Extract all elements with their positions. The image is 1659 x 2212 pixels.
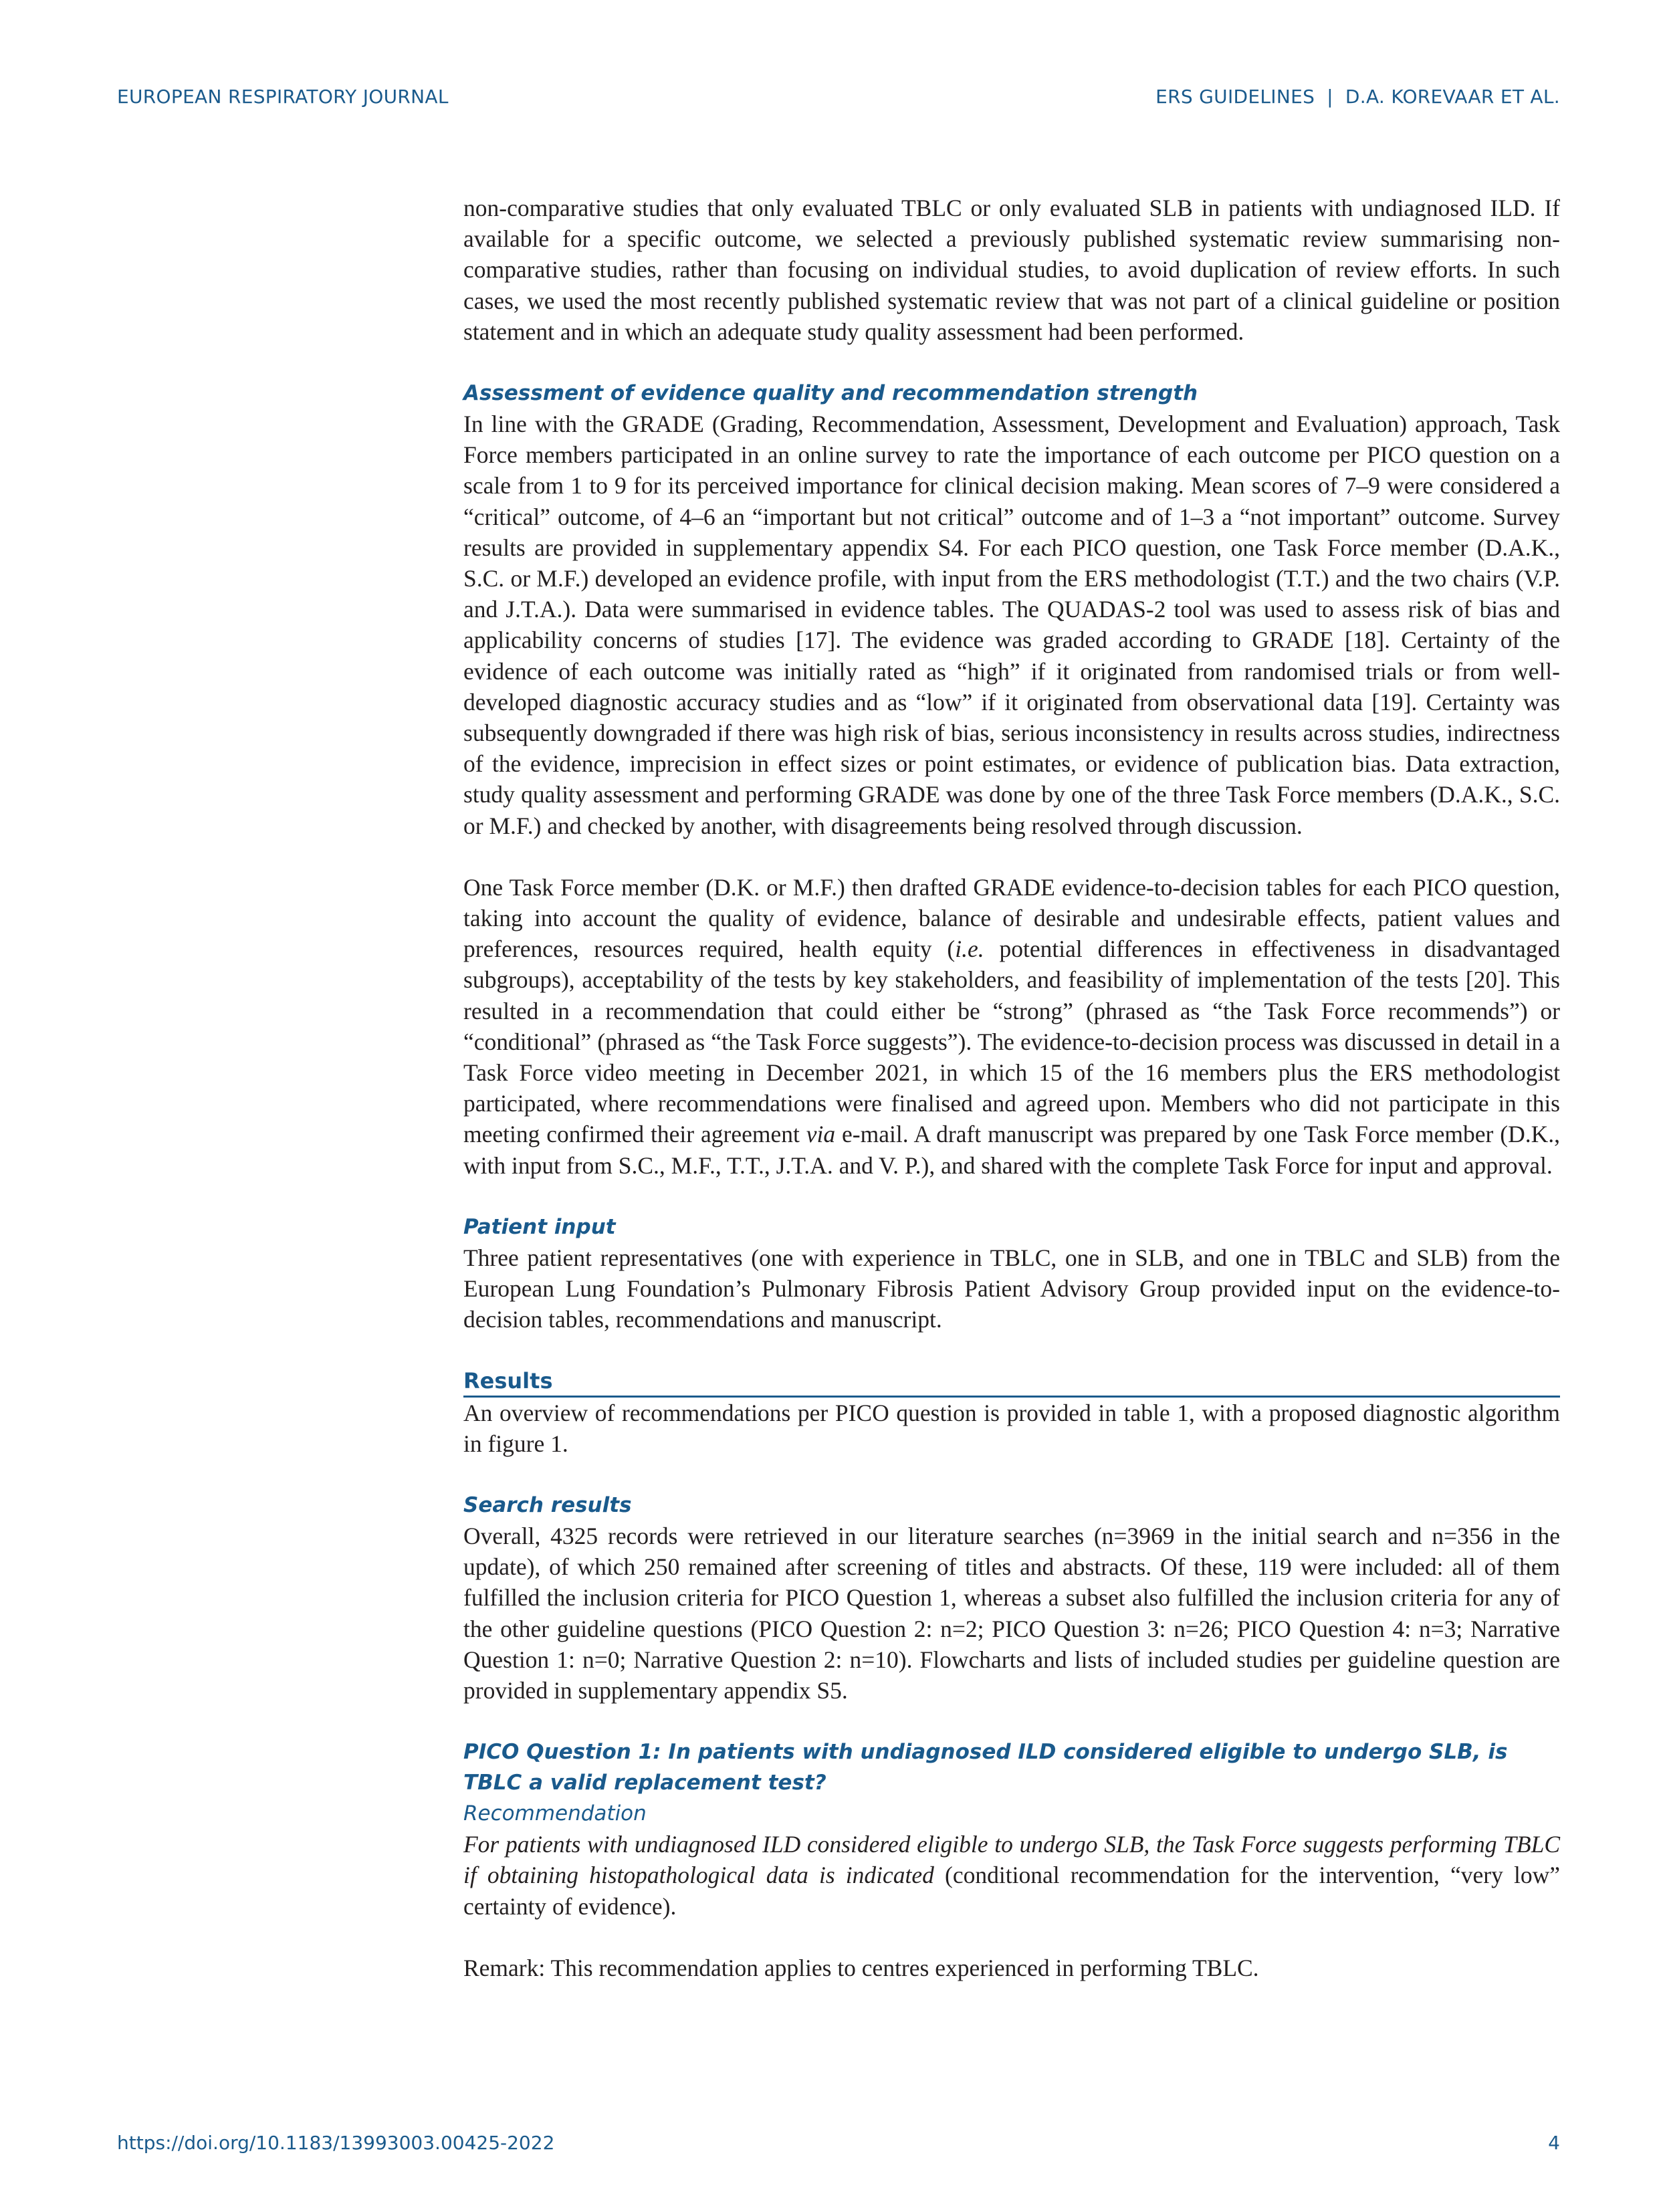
assessment-paragraph-1: In line with the GRADE (Grading, Recommendation, Assessment, Development and Evaluation) approach, Task Force members participated in an online survey to rate the importance of each outcome per PICO question on a scale from 1 to 9 for its perceived importance for clinical decision making. Mean scores of 7–9 were considered a “critical” outcome, of 4–6 an “important but not critical” outcome and of 1–3 a “not important” outcome. Survey results are provided in supplementary appendix S4. For each PICO question, one Task Force member (D.A.K., S.C. or M.F.) developed an evidence profile, with input from the ERS methodologist (T.T.) and the two chairs (V.P. and J.T.A.). Data were summarised in evidence tables. The QUADAS-2 tool was used to assess risk of bias and applicability concerns of studies [17]. The evidence was graded according to GRADE [18]. Certainty of the evidence of each outcome was initially rated as “high” if it originated from randomised trials or from well-developed diagnostic accuracy studies and as “low” if it originated from observational data [19]. Certainty was subsequently downgraded if there was high risk of bias, serious inconsistency in results across studies, indirectness of the evidence, imprecision in effect sizes or point estimates, or evidence of publication bias. Data extraction, study quality assessment and performing GRADE was done by one of the three Task Force members (D.A.K., S.C. or M.F.) and checked by another, with disagreements being resolved through discussion. [463, 411, 1560, 839]
intro-paragraph: non-comparative studies that only evaluated TBLC or only evaluated SLB in patients with undiagnosed ILD. If available for a specific outcome, we selected a previously published systematic review summarising non-comparative studies, rather than focusing on individual studies, to avoid duplication of review efforts. In such cases, we used the most recently published systematic review that was not part of a clinical guideline or position statement and in which an adequate study quality assessment had been performed. [463, 195, 1560, 345]
text-run: potential differences in effectiveness in disadvantaged subgroups), acceptability of the tests by key stakeholders, and feasibility of implementation of the tests [20]. This resulted in a recommendation that could either be “strong” (phrased as “the Task Force recommends”) or “conditional” (phrased as “the Task Force suggests”). The evidence-to-decision process was discussed in detail in a Task Force video meeting in December 2021, in which 15 of the 16 members plus the ERS methodologist participated, where recommendations were finalised and agreed upon. Members who did not participate in this meeting confirmed their agreement [463, 935, 1560, 1148]
search-results-paragraph: Overall, 4325 records were retrieved in our literature searches (n=3969 in the initial search and n=356 in the update), of which 250 remained after screening of titles and abstracts. Of these, 119 were included: all of them fulfilled the inclusion criteria for PICO Question 1, whereas a subset also fulfilled the inclusion criteria for any of the other guideline questions (PICO Question 2: n=2; PICO Question 3: n=26; PICO Question 4: n=3; Narrative Question 1: n=0; Narrative Question 2: n=10). Flowcharts and lists of included studies per guideline question are provided in supplementary appendix S5. [463, 1522, 1560, 1704]
assessment-heading: Assessment of evidence quality and recommendation strength [463, 381, 1198, 406]
spacer [463, 1922, 1560, 1953]
text-run-italic: i.e. [955, 935, 984, 963]
search-results-heading: Search results [463, 1492, 632, 1517]
text-run-italic: via [806, 1121, 836, 1148]
assessment-paragraph-2 [463, 872, 1560, 1181]
journal-name: EUROPEAN RESPIRATORY JOURNAL [117, 86, 449, 108]
section-label: ERS GUIDELINES [1155, 86, 1315, 108]
main-column [463, 193, 1560, 1983]
text-run: e-mail. A draft manuscript was prepared by one Task Force member (D.K., with input from S.C., M.F., T.T., J.T.A. and V. P.), and shared with the complete Task Force for input and approval. [463, 1121, 1560, 1179]
spacer [463, 1459, 1560, 1490]
spacer [463, 1706, 1560, 1737]
header-separator: | [1327, 86, 1333, 108]
page-number: 4 [1548, 2132, 1560, 2154]
header-right [1155, 86, 1560, 108]
results-paragraph: An overview of recommendations per PICO question is provided in table 1, with a proposed diagnostic algorithm in figure 1. [463, 1399, 1560, 1457]
spacer [463, 1335, 1560, 1366]
recommendation-text: For patients with undiagnosed ILD considered eligible to undergo SLB, the Task Force suggests performing TBLC if obtaining histopathological data is indicated [463, 1831, 1560, 1889]
results-heading: Results [463, 1366, 1560, 1398]
doi-link[interactable]: https://doi.org/10.1183/13993003.00425-2022 [117, 2132, 555, 2154]
patient-input-paragraph: Three patient representatives (one with experience in TBLC, one in SLB, and one in TBLC and SLB) from the European Lung Foundation’s Pulmonary Fibrosis Patient Advisory Group provided input on the evidence-to-decision tables, recommendations and manuscript. [463, 1244, 1560, 1333]
pico1-heading: PICO Question 1: In patients with undiagnosed ILD considered eligible to undergo SLB, is TBLC a valid replacement test? [463, 1740, 1508, 1795]
author-label: D.A. KOREVAAR ET AL. [1345, 86, 1560, 108]
spacer [463, 1181, 1560, 1212]
recommendation-paragraph [463, 1829, 1560, 1922]
recommendation-subheading: Recommendation [463, 1801, 647, 1826]
remark-paragraph: Remark: This recommendation applies to centres experienced in performing TBLC. [463, 1954, 1259, 1981]
spacer [463, 347, 1560, 378]
patient-input-heading: Patient input [463, 1214, 616, 1239]
text-run: One Task Force member (D.K. or M.F.) then drafted GRADE evidence-to-decision tables for each PICO question, taking into account the quality of evidence, balance of desirable and undesirable effects, patient values and preferences, resources required, health equity ( [463, 873, 1560, 963]
recommendation-strength: (conditional recommendation for the intervention, “very low” certainty of evidence). [463, 1862, 1560, 1920]
spacer [463, 841, 1560, 872]
